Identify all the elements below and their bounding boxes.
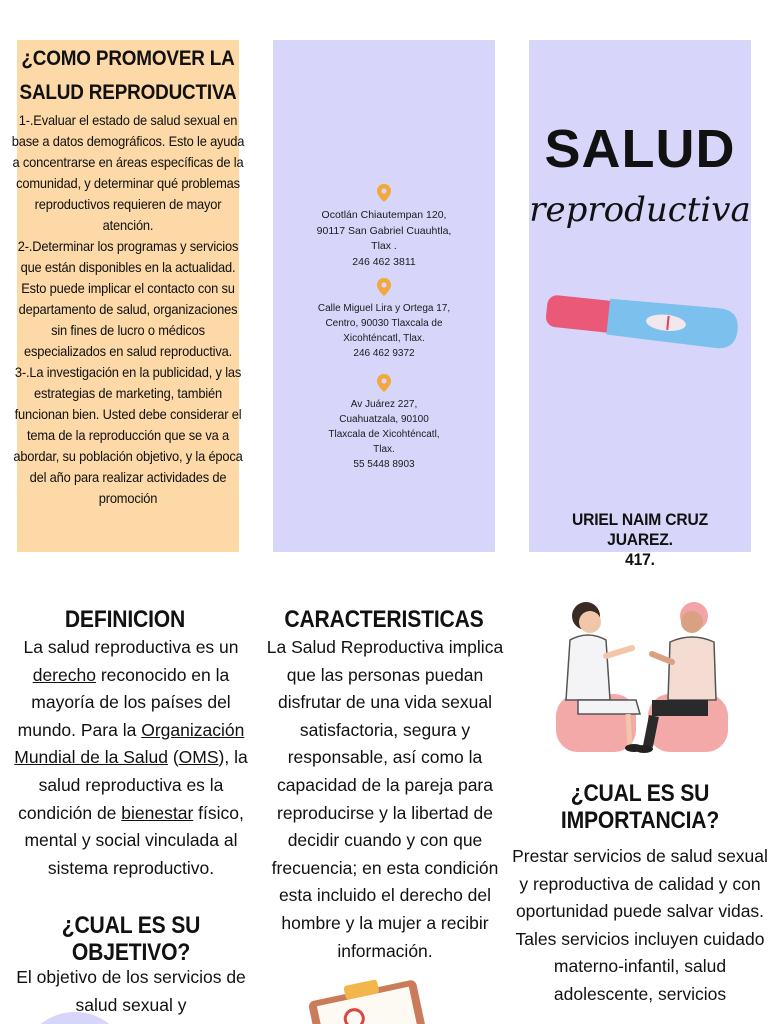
location-pin-icon	[377, 278, 391, 296]
definicion-text-segment: físico, mental y social vinculada al sistema reproductivo.	[24, 802, 244, 878]
definicion-link[interactable]: OMS	[178, 747, 219, 768]
location-2	[273, 301, 495, 361]
location-1	[273, 208, 495, 270]
location-2-phone: 246 462 9372	[353, 348, 415, 359]
importancia-heading: ¿CUAL ES SU IMPORTANCIA?	[560, 780, 720, 834]
promote-title: ¿COMO PROMOVER LA SALUD REPRODUCTIVA	[19, 47, 237, 104]
definicion-text-segment: (	[167, 747, 179, 768]
doctor-patient-icon	[548, 596, 734, 766]
definicion-heading: DEFINICION	[64, 606, 186, 633]
location-1-address: Ocotlán Chiautempan 120, 90117 San Gabriel Cuauhtla, Tlax .	[316, 209, 452, 252]
caracteristicas-text: La Salud Reproductiva implica que las personas puedan disfrutar de una vida sexual satisfactoria, segura y responsable, así como la capacidad de la pareja para reproducirse y la libertad de decidir cuando y con que frecuencia; en esta condición esta incluido el derecho del hombre y la mujer a recibir información.	[266, 637, 504, 961]
promote-steps-text: 1-.Evaluar el estado de salud sexual en base a datos demográficos. Esto le ayuda a concentrarse en áreas específicas de la comunidad, y determinar qué problemas reproductivos requieren de mayor atención. 2-.Determinar los programas y servicios que están disponibles en la actualidad. Esto puede implicar el contacto con su departamento de salud, organizaciones sin fines de lucro o médicos especializados en salud reproductiva. 3-.La investigación en la publicidad, y las estrategias de marketing, también funcionan bien. Usted debe considerar el tema de la reproducción que se va a abordar, su población objetivo, y la época del año para realizar actividades de promoción	[11, 112, 245, 506]
author-name: URIEL NAIM CRUZ JUAREZ. 417.	[572, 510, 708, 569]
objetivo-text: El objetivo de los servicios de salud sexual y	[16, 967, 246, 1015]
cover-subtitle: reproductiva	[529, 190, 751, 230]
definicion-link[interactable]: Organización Mundial de la Salud	[14, 719, 245, 768]
location-1-phone: 246 462 3811	[352, 255, 416, 268]
pregnancy-test-icon	[538, 286, 743, 356]
objetivo-heading: ¿CUAL ES SU OBJETIVO?	[61, 912, 201, 966]
cover-title: SALUD	[544, 119, 736, 179]
definicion-text-segment: La salud reproductiva es un	[23, 637, 239, 657]
location-3	[273, 397, 495, 472]
definicion-text-segment: reconocido en la mayoría de los países del mundo. Para la	[17, 664, 231, 740]
clipboard-icon	[302, 976, 432, 1024]
definicion-text	[0, 634, 262, 882]
locations-panel-background	[273, 40, 495, 552]
importancia-text: Prestar servicios de salud sexual y reproductiva de calidad y con oportunidad puede salvar vidas. Tales servicios incluyen cuidado materno-infantil, salud adolescente, servicios	[512, 846, 768, 1004]
location-3-address: Av Juárez 227, Cuahuatzala, 90100 Tlaxcala de Xicohténcatl, Tlax.	[328, 399, 440, 455]
definicion-link[interactable]: bienestar	[121, 802, 194, 823]
location-2-address: Calle Miguel Lira y Ortega 17, Centro, 90030 Tlaxcala de Xicohténcatl, Tlax.	[317, 303, 451, 344]
definicion-text-segment: ), la salud reproductiva es la condición de	[18, 747, 248, 823]
location-3-phone: 55 5448 8903	[353, 459, 415, 470]
location-pin-icon	[377, 374, 391, 392]
location-pin-icon	[377, 184, 391, 202]
caracteristicas-heading: CARACTERISTICAS	[284, 606, 484, 633]
definicion-link[interactable]: derecho	[32, 664, 96, 685]
